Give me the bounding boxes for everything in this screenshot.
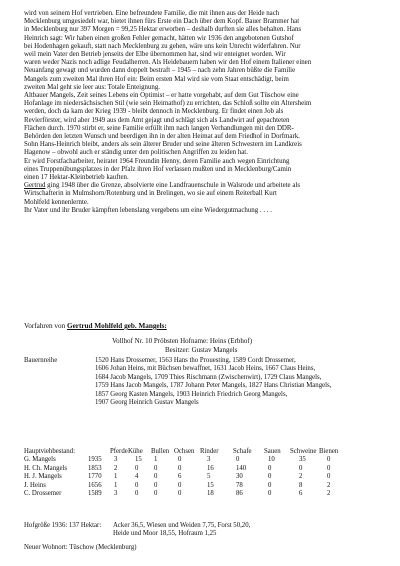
paragraph-line: Altbauer Mangels, Zeit seines Lebens ein Optimist – er hatte vorgehabt, auf dem Gut Tüschow eine (24, 92, 299, 100)
table-cell: 2 (327, 481, 331, 489)
column-header: Bienen (319, 448, 339, 455)
paragraph-line: Wirtschafterin in Mulmshorn/Rotenburg und in Brelingen, wo sie auf einem Reiterball Kurt (24, 190, 277, 198)
lineage-line: 1606 Johan Heins, mit Büchsen bewaffnet, 1631 Jacob Heins, 1667 Claus Heins, (95, 365, 316, 373)
table-cell: 35 (299, 456, 306, 464)
table-cell: 30 (236, 473, 243, 481)
farm-info (112, 337, 252, 354)
lineage-label: Bauernreihe (24, 357, 58, 364)
column-header: Schafe (233, 448, 252, 455)
row-year: 1935 (88, 456, 102, 464)
lineage-line: 1759 Hans Jacob Mangels, 1787 Johann Peter Mangels, 1827 Hans Christian Mangels, (95, 382, 332, 390)
table-cell: 0 (178, 464, 182, 472)
table-cell: 0 (327, 473, 331, 481)
table-cell: 6 (178, 473, 182, 481)
table-cell: 2 (114, 464, 118, 472)
column-header: Bullen (151, 448, 170, 455)
row-year: 1656 (88, 481, 102, 489)
table-cell: 8 (299, 481, 303, 489)
paragraph-line: Neuanfang gewagt und wurden dann doppelt bestraft – 1945 – nach zehn Jahren büßte die Familie (24, 67, 296, 75)
farm-vollhof: Vollhof Nr. 10 Pröbsten Hofname: Heins (Erbhof) (112, 337, 253, 345)
table-cell: 0 (268, 464, 272, 472)
column-header: Ochsen (174, 448, 195, 455)
table-cell: 0 (135, 489, 139, 497)
farm-size-line-2: Heide und Moor 18,55, Hofraum 1,25 (113, 530, 217, 538)
table-cell: 6 (299, 489, 303, 497)
ancestors-name: Gertrud Mohlfeld geb. Mangels: (66, 322, 167, 330)
paragraph-line (24, 182, 380, 190)
paragraph-line-text: ging 1948 über die Grenze, absolvierte eine Landfrauenschule in Walsrode und arbeitete als (45, 182, 300, 190)
paragraph-line: Mangels zum zweiten Mal ihren Hof ein: Beim ersten Mal wird sie vom Staat entschädigt, beim (24, 75, 289, 83)
paragraph-line: waren weder Nazis noch adlige Feudalherren. Als Heidebauern haben wir den Hof einem Italiener einen (24, 59, 312, 67)
table-cell: 16 (207, 464, 214, 472)
paragraph-line: Mecklenburg umgesiedelt war, bietet ihnen fürs Erste ein Dach über dem Kopf. Bauer Brammer hat (24, 18, 300, 26)
paragraph-line: Revierförster, wird aber 1949 aus dem Amt gejagt und schlägt sich als Landwirt auf gepachteten (24, 116, 290, 124)
paragraph-line: eines Truppenübungsplatzes in der Pfalz ihren Hof verlassen mußten und in Mecklenburg/Camin (24, 165, 292, 173)
table-cell: 0 (154, 473, 158, 481)
lineage-line: 1520 Hans Drossemer, 1563 Hans tho Prouesting, 1589 Cordt Drossemer, (95, 357, 296, 364)
row-year: 1589 (88, 489, 102, 497)
row-name: C. Drossemer (24, 489, 62, 497)
table-cell: 86 (236, 489, 243, 497)
table-cell: 5 (207, 473, 211, 481)
ancestors-prefix: Vorfahren von (24, 322, 67, 330)
farm-owner: Besitzer: Gustav Mangels (165, 345, 238, 354)
table-cell: 4 (135, 473, 139, 481)
table-cell: 1 (114, 473, 118, 481)
row-year: 1853 (88, 464, 102, 472)
table-cell: 2 (327, 489, 331, 497)
farm-size-values (113, 522, 250, 539)
paragraph-line: bei Hodenhagen gekauft, statt nach Mecklenburg zu gehen, wäre uns kein Unrecht widerfahren. Nur (24, 42, 301, 50)
table-cell: 1 (154, 456, 158, 464)
row-year: 1770 (88, 473, 102, 481)
table-cell: 0 (327, 456, 331, 464)
lineage-line: 1907 Georg Heinrich Gustav Mangels (95, 399, 199, 407)
table-cell: 0 (178, 489, 182, 497)
table-cell: 2 (299, 473, 303, 481)
table-cell: 0 (178, 456, 182, 464)
farm-size-label: Hofgröße 1936: 137 Hektar: (24, 522, 102, 529)
story-paragraph (24, 10, 380, 215)
table-cell: 0 (268, 481, 272, 489)
table-cell: 140 (236, 464, 247, 472)
lineage-line: 1857 Georg Kasten Mangels, 1903 Heinrich Friedrich Georg Mangels, (95, 390, 288, 398)
paragraph-line: Flächen durch. 1970 stirbt er, seine Familie erfüllt ihm nach langen Verhandlungen mit den DDR- (24, 124, 294, 132)
gertrud-name: Gertrud (24, 182, 46, 190)
table-cell: 15 (207, 481, 214, 489)
table-cell: 78 (236, 481, 243, 489)
paragraph-line: Mohlfeld kennenlernte. (24, 198, 89, 206)
column-header: Schweine (290, 448, 317, 455)
table-cell: 0 (154, 481, 158, 489)
ancestors-heading (24, 322, 380, 331)
paragraph-line: in Mecklenburg nur 397 Morgen = 99,25 Hektar erworben – deshalb durften sie alles behalten. Hans (24, 26, 302, 34)
table-cell: 0 (154, 464, 158, 472)
table-cell: 1 (114, 481, 118, 489)
paragraph-line: Ihr Vater und ihr Bruder kämpften lebenslang vergebens um eine Wiedergutmachung . . . . (24, 206, 272, 214)
paragraph-line: Heinrich sagt: Wir haben einen großen Fehler gemacht, hätten wir 1936 den angebotenen Gutshof (24, 34, 294, 42)
row-name: J. Heins (24, 481, 46, 489)
row-name: H. J. Mangels (24, 473, 62, 481)
table-title: Hauptviehbestand: (24, 448, 75, 455)
table-cell: 0 (268, 473, 272, 481)
row-name: G. Mangels (24, 456, 56, 464)
table-cell: 0 (299, 464, 303, 472)
table-cell: 0 (268, 489, 272, 497)
column-header: Pferde (110, 448, 128, 455)
paragraph-line: Hofanlage im niedersächsischen Stil (wie sein Heimathof) zu errichten, das Schloß sollte ein Altersheim (24, 100, 312, 108)
table-cell: 0 (135, 464, 139, 472)
lineage-list (95, 357, 395, 407)
column-header: Sauen (264, 448, 281, 455)
table-cell: 0 (178, 481, 182, 489)
lineage-line: 1684 Jacob Mangels, 1709 Thies Rischmann (Zwischenwirt), 1729 Claus Mangels, (95, 373, 322, 381)
table-cell: 15 (135, 456, 142, 464)
paragraph-line: weil mein Vater den Betrieb jenseits der Elbe übernommen hat, sind wir enteignet worden. Wir (24, 51, 286, 59)
table-cell: 0 (236, 456, 240, 464)
table-cell: 0 (327, 464, 331, 472)
paragraph-line: zweiten Mal geht sie leer aus: Totale Enteignung. (24, 83, 161, 91)
table-cell: 0 (154, 489, 158, 497)
table-cell: 18 (207, 489, 214, 497)
column-header: Rinder (200, 448, 219, 455)
new-residence: Neuer Wohnort: Tüschow (Mecklenburg) (24, 544, 137, 551)
paragraph-line: einen 17 Hektar-Kleinbetrieb kauften. (24, 174, 129, 182)
paragraph-line: werden, doch da kam der Krieg 1939 - bleibt dennoch in Mecklenburg. Er findet einen Job als (24, 108, 284, 116)
paragraph-line: Er wird Forstfacharbeiter, heiratet 1964 Freundin Henny, deren Familie auch wegen Einrichtung (24, 157, 290, 165)
paragraph-line: Behörden den letzten Wunsch und beerdigen ihn in der alten Heimat auf dem Friedhof in Dorfmark. (24, 133, 300, 141)
row-name: H. Ch. Mangels (24, 464, 68, 472)
table-cell: 3 (207, 456, 211, 464)
table-cell: 3 (114, 489, 118, 497)
paragraph-line: Hagenow – obwohl auch er ständig unter den politischen Angriffen zu leiden hat. (24, 149, 248, 157)
table-cell: 0 (135, 481, 139, 489)
column-header: Kühe (128, 448, 143, 455)
paragraph-line: wird von seinem Hof vertrieben. Eine befreundete Familie, die mit ihnen aus der Heide nach (24, 10, 280, 17)
table-cell: 3 (114, 456, 118, 464)
farm-size-line-1: Acker 36,5, Wiesen und Weiden 7,75, Forst 50,20, (113, 522, 251, 529)
paragraph-line: Sohn Hans-Heinrich bleibt, anders als sein älterer Bruder und seine älteren Schwestern im Landkreis (24, 141, 302, 149)
table-cell: 10 (268, 456, 275, 464)
